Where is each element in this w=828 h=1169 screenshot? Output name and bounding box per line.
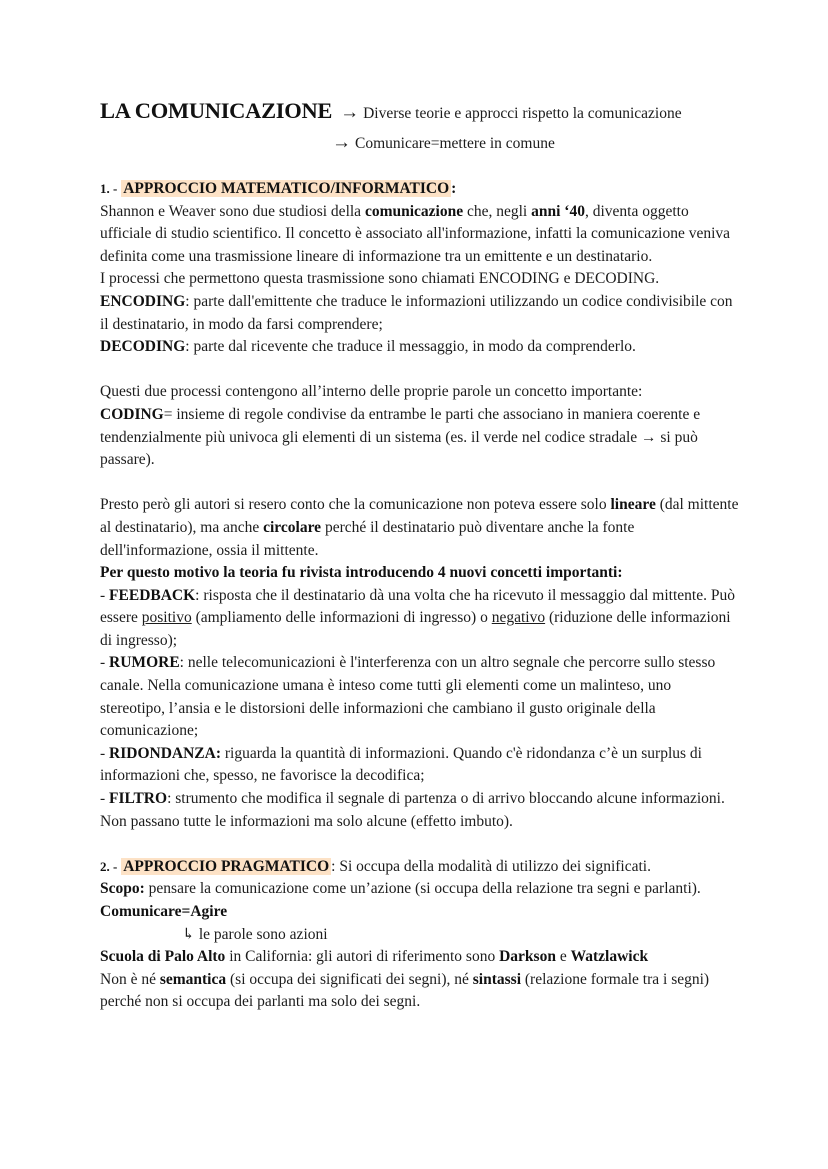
paragraph: Questi due processi contengono all’interno delle proprie parole un concetto importante: bbox=[100, 383, 643, 401]
paragraph: I processi che permettono questa trasmissione sono chiamati ENCODING e DECODING. bbox=[100, 270, 660, 288]
arrow-note: ↳ le parole sono azioni bbox=[182, 925, 328, 943]
highlight: APPROCCIO PRAGMATICO bbox=[123, 857, 330, 875]
highlight: APPROCCIO MATEMATICO/INFORMATICO bbox=[123, 180, 450, 197]
paragraph-bold: Comunicare=Agire bbox=[100, 903, 228, 920]
definition-coding: CODING= insieme di regole condivise da entrambe le parti che associano in maniera coerente e tendenzialmente più univoca gli elementi di un sistema (es. il verde nel codice stradale → si può passare). bbox=[100, 405, 701, 469]
paragraph-scopo: Scopo: pensare la comunicazione come un’azione (si occupa della relazione tra segni e parlanti). bbox=[100, 880, 701, 898]
concept-feedback: - FEEDBACK: risposta che il destinatario dà una volta che ha ricevuto il messaggio dal mittente. Può essere positivo (ampliamento delle informazioni di ingresso) o negativo (riduzione delle informazioni di ingresso); bbox=[100, 586, 735, 649]
title-row-2 bbox=[328, 132, 555, 154]
definition-decoding: DECODING: parte dal ricevente che traduce il messaggio, in modo da comprenderlo. bbox=[100, 338, 636, 356]
concept-ridondanza: - RIDONDANZA: riguarda la quantità di informazioni. Quando c'è ridondanza c’è un surplus di informazioni che, spesso, ne favorisce la decodifica; bbox=[100, 744, 702, 785]
arrow-right-icon: → bbox=[340, 102, 360, 123]
concept-rumore: - RUMORE: nelle telecomunicazioni è l'interferenza con un altro segnale che percorre sullo stesso canale. Nella comunicazione umana è inteso come tutti gli elementi come un malinteso, uno stereotipo, l’ansia e le distorsioni delle informazioni che cambiano il gusto originale della comunicazione; bbox=[100, 654, 716, 740]
paragraph-palo-alto: Scuola di Palo Alto in California: gli autori di riferimento sono Darkson e Watzlawick bbox=[100, 948, 649, 966]
title-row bbox=[100, 98, 682, 124]
paragraph: Shannon e Weaver sono due studiosi della comunicazione che, negli anni ‘40, diventa oggetto ufficiale di studio scientifico. Il concetto è associato all'informazione, infatti la comunicazione veniva definita come una trasmissione lineare di informazione tra un emittente e un destinatario. bbox=[100, 202, 731, 265]
definition-encoding: ENCODING: parte dall'emittente che traduce le informazioni utilizzando un codice condivisibile con il destinatario, in modo da farsi comprendere; bbox=[100, 292, 733, 333]
subtitle-1: Diverse teorie e approcci rispetto la comunicazione bbox=[363, 105, 682, 122]
subtitle-2: Comunicare=mettere in comune bbox=[355, 135, 555, 152]
paragraph-bold: Per questo motivo la teoria fu rivista introducendo 4 nuovi concetti importanti: bbox=[100, 564, 623, 582]
section-2-heading: 2. - APPROCCIO PRAGMATICO : Si occupa della modalità di utilizzo dei significati. bbox=[100, 857, 651, 875]
page-title: LA COMUNICAZIONE bbox=[100, 98, 333, 123]
concept-filtro: - FILTRO: strumento che modifica il segnale di partenza o di arrivo bloccando alcune informazioni. Non passano tutte le informazioni ma solo alcune (effetto imbuto). bbox=[100, 790, 725, 830]
paragraph: Non è né semantica (si occupa dei significati dei segni), né sintassi (relazione formale tra i segni) perché non si occupa dei parlanti ma solo dei segni. bbox=[100, 970, 710, 1011]
document-body bbox=[100, 178, 740, 1014]
section-1-heading: 1. - APPROCCIO MATEMATICO/INFORMATICO : bbox=[100, 180, 457, 197]
arrow-right-icon: → bbox=[332, 132, 351, 153]
paragraph: Presto però gli autori si resero conto che la comunicazione non poteva essere solo lineare (dal mittente al destinatario), ma anche circolare perché il destinatario può diventare anche la fonte dell'informazione, ossia il mittente. bbox=[100, 496, 739, 559]
